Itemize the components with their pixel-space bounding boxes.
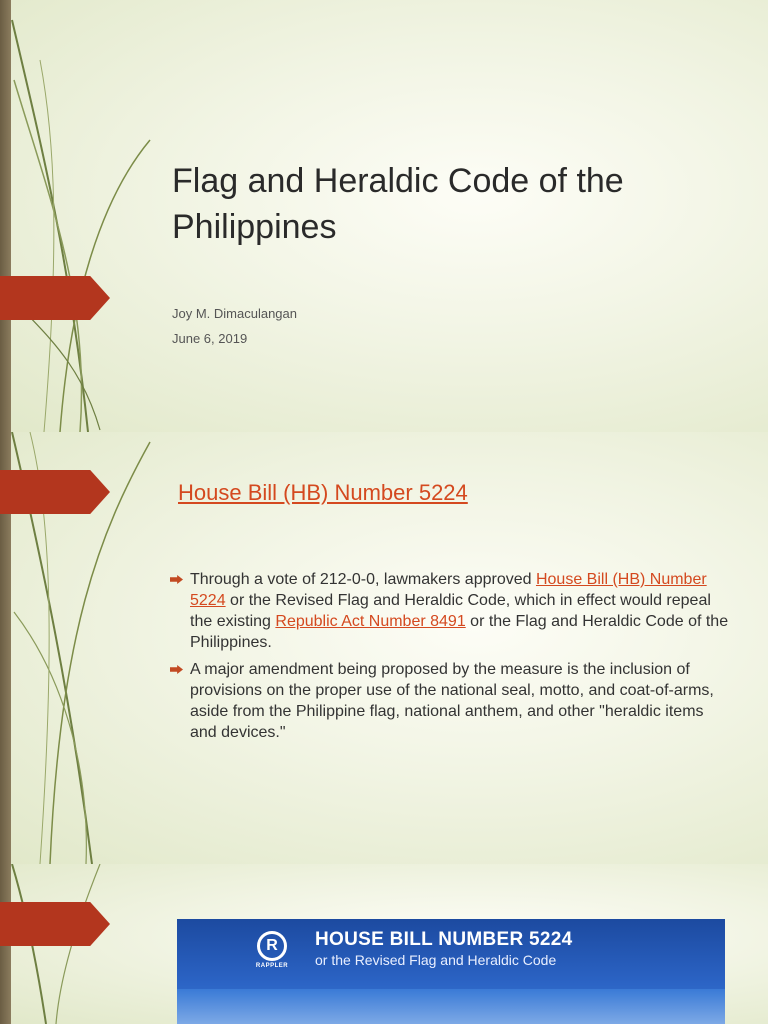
banner-subtitle: or the Revised Flag and Heraldic Code (315, 952, 557, 968)
section-heading-link[interactable]: House Bill (HB) Number 5224 (178, 480, 468, 505)
republic-act-link[interactable]: Republic Act Number 8491 (275, 613, 466, 630)
banner-title: HOUSE BILL NUMBER 5224 (315, 929, 573, 950)
arrow-bullet-icon (170, 665, 183, 674)
image-slide (0, 864, 768, 1024)
presentation-date: June 6, 2019 (172, 331, 248, 346)
page-title: Flag and Heraldic Code of the Philippines (172, 162, 624, 246)
section-tab-marker (0, 470, 110, 514)
arrow-bullet-icon (170, 575, 183, 584)
title-slide (0, 0, 768, 432)
rappler-logo-label: RAPPLER (255, 963, 289, 969)
house-bill-banner-image (177, 919, 725, 1024)
content-slide (0, 432, 768, 864)
list-item: Through a vote of 212-0-0, lawmakers approved House Bill (HB) Number 5224 or the Revised Flag and Heraldic Code, which in effect would repeal the existing Republic Act Number 8491 or the Flag and Heraldic Code of the Philippines. (170, 569, 730, 653)
vine-decoration-icon (0, 0, 160, 432)
house-bill-link[interactable]: House Bill (HB) Number 5224 (190, 571, 707, 609)
banner-stripe (177, 989, 725, 1024)
section-tab-marker (0, 276, 110, 320)
list-item: A major amendment being proposed by the measure is the inclusion of provisions on the proper use of the national seal, motto, and coat-of-arms, aside from the Philippine flag, national anthem, and other "heraldic items and devices." (170, 659, 730, 743)
section-tab-marker (0, 902, 110, 946)
rappler-logo-icon: R (257, 931, 287, 961)
bullet-list (170, 569, 730, 749)
author-name: Joy M. Dimaculangan (172, 306, 297, 321)
